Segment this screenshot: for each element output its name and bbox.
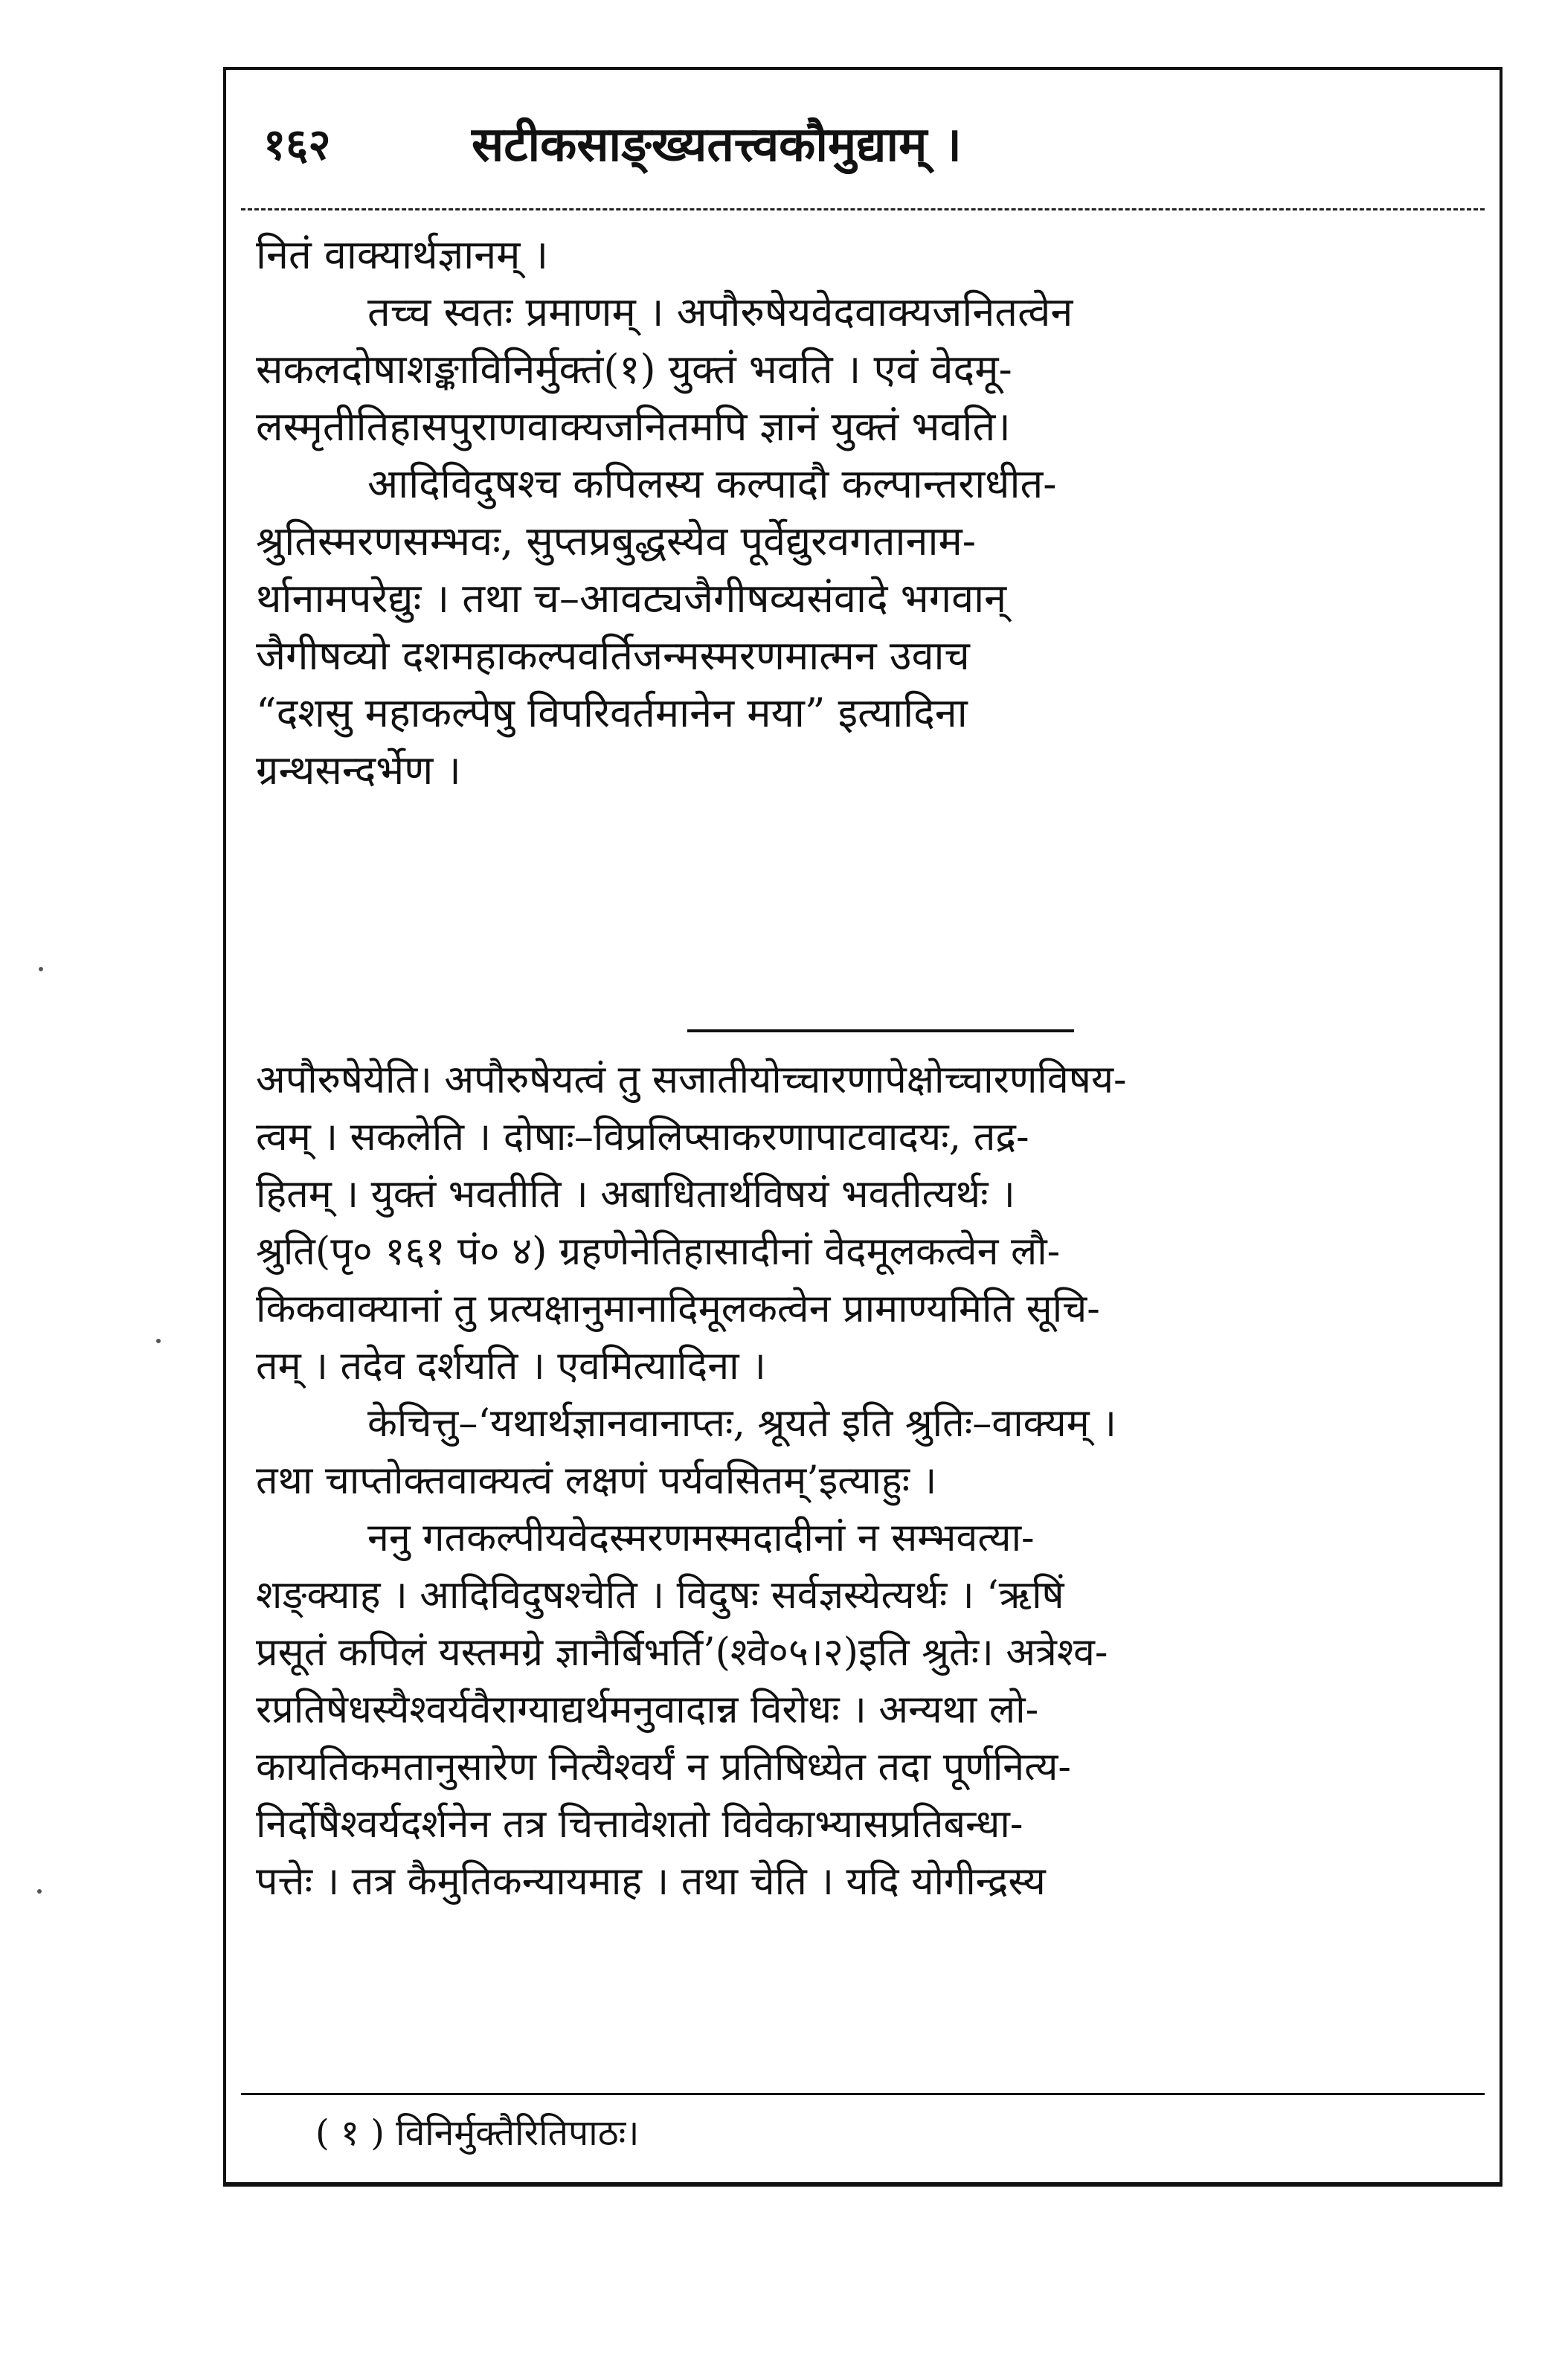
main-text-line: आदिविदुषश्च कपिलस्य कल्पादौ कल्पान्तराधीत-: [367, 460, 1057, 507]
footnote-divider: [241, 2093, 1485, 2095]
commentary-line: शङ्क्याह । आदिविदुषश्चेति । विदुषः सर्वज्ञस्येत्यर्थः । ‘ऋषिं: [256, 1573, 1064, 1618]
main-text-line: सकलदोषाशङ्काविनिर्मुक्तं(१) युक्तं भवति । एवं वेदमू-: [256, 346, 1012, 393]
section-divider: [687, 1029, 1074, 1032]
page-number: १६२: [263, 119, 331, 170]
commentary-line: प्रसूतं कपिलं यस्तमग्रे ज्ञानैर्बिभर्ति’(श्वे०५।२)इति श्रुतेः। अत्रेश्व-: [256, 1630, 1108, 1675]
footnote: ( १ ) विनिर्मुक्तैरितिपाठः।: [315, 2112, 640, 2154]
header-divider: [241, 208, 1485, 210]
commentary-line: ननु गतकल्पीयवेदस्मरणमस्मदादीनां न सम्भवत्या-: [367, 1516, 1035, 1560]
commentary-line: रप्रतिषेधस्यैश्वर्यवैराग्याद्यर्थमनुवादान्न विरोधः । अन्यथा लो-: [256, 1688, 1039, 1732]
main-text-line: जैगीषव्यो दशमहाकल्पवर्तिजन्मस्मरणमात्मन उवाच: [256, 632, 970, 679]
commentary-line: श्रुति(पृ० १६१ पं० ४) ग्रहणेनेतिहासादीनां वेदमूलकत्वेन लौ-: [256, 1229, 1061, 1274]
main-text-line: तच्च स्वतः प्रमाणम् । अपौरुषेयवेदवाक्यजनितत्वेन: [367, 289, 1073, 335]
commentary-line: पत्तेः । तत्र कैमुतिकन्यायमाह । तथा चेति । यदि योगीन्द्रस्य: [256, 1859, 1046, 1904]
main-text-line: श्रुतिस्मरणसम्भवः, सुप्तप्रबुद्धस्येव पूर्वेद्युरवगतानाम-: [256, 518, 976, 565]
scan-speck: [156, 1339, 161, 1343]
main-text-line: ग्रन्थसन्दर्भेण ।: [256, 747, 461, 794]
commentary-line: तथा चाप्तोक्तवाक्यत्वं लक्षणं पर्यवसितम्’इत्याहुः ।: [256, 1458, 937, 1503]
main-text-line: “दशसु महाकल्पेषु विपरिवर्तमानेन मया” इत्यादिना: [256, 689, 968, 736]
commentary-line: त्वम् । सकलेति । दोषाः–विप्रलिप्साकरणापाटवादयः, तद्र-: [256, 1115, 1029, 1160]
commentary-line: केचित्तु–‘यथार्थज्ञानवानाप्तः, श्रूयते इति श्रुतिः–वाक्यम् ।: [367, 1401, 1116, 1446]
commentary-line: हितम् । युक्तं भवतीति । अबाधितार्थविषयं भवतीत्यर्थः ।: [256, 1172, 1015, 1217]
main-text-line: नितं वाक्यार्थज्ञानम् ।: [256, 231, 549, 278]
main-text: [256, 226, 1470, 799]
commentary-line: अपौरुषेयेति। अपौरुषेयत्वं तु सजातीयोच्चारणापेक्षोच्चारणविषय-: [256, 1058, 1127, 1102]
main-text-line: लस्मृतीतिहासपुराणवाक्यजनितमपि ज्ञानं युक्तं भवति।: [256, 403, 1011, 450]
scan-speck: [39, 967, 43, 971]
main-text-line: र्थानामपरेद्युः । तथा च–आवट्यजैगीषव्यसंवादे भगवान्: [256, 575, 1007, 622]
running-title: सटीकसाङ्ख्यतत्त्वकौमुद्याम् ।: [472, 117, 962, 173]
page-header: [248, 83, 1477, 195]
commentary-line: किकवाक्यानां तु प्रत्यक्षानुमानादिमूलकत्वेन प्रामाण्यमिति सूचि-: [256, 1287, 1100, 1331]
commentary-text: [256, 1052, 1470, 1911]
page-frame: [223, 67, 1502, 2187]
commentary-line: कायतिकमतानुसारेण नित्यैश्वर्यं न प्रतिषिध्येत तदा पूर्णनित्य-: [256, 1745, 1071, 1789]
commentary-line: निर्दोषैश्वर्यदर्शनेन तत्र चित्तावेशतो विवेकाभ्यासप्रतिबन्धा-: [256, 1802, 1023, 1847]
scan-speck: [37, 1889, 42, 1894]
commentary-line: तम् । तदेव दर्शयति । एवमित्यादिना ।: [256, 1344, 766, 1389]
